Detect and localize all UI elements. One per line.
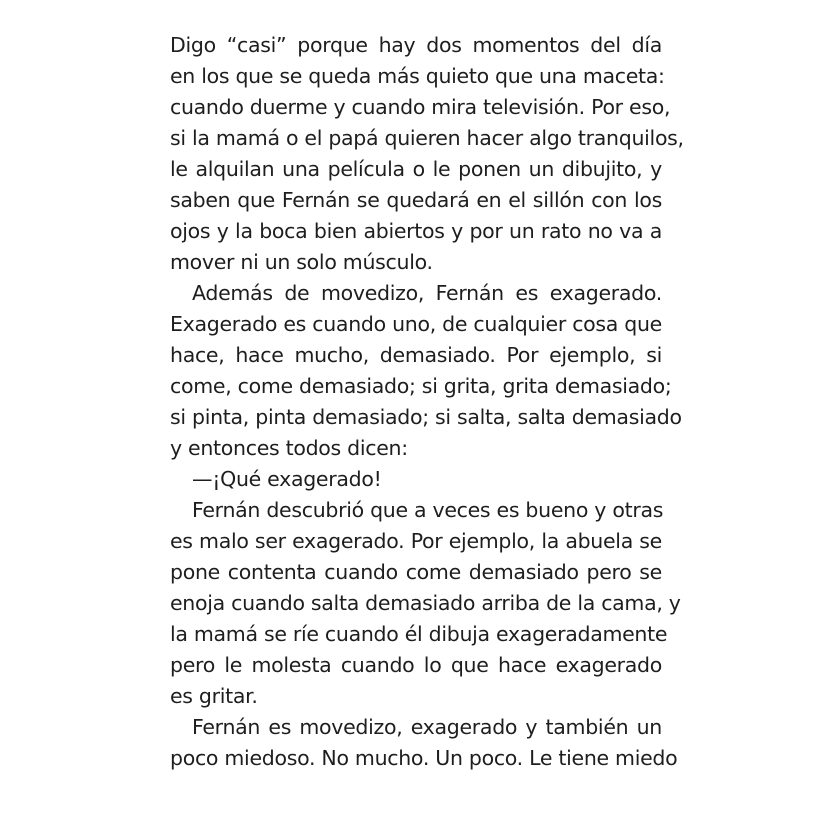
text-line: ojos y la boca bien abiertos y por un rato no va a	[170, 219, 662, 243]
body-text	[170, 30, 684, 774]
text-line: si pinta, pinta demasiado; si salta, salta demasiado	[170, 405, 682, 429]
text-line: Exagerado es cuando uno, de cualquier cosa que	[170, 312, 662, 336]
text-line: cuando duerme y cuando mira televisión. Por eso,	[170, 95, 671, 119]
text-line: le alquilan una película o le ponen un dibujito, y	[170, 157, 662, 181]
text-line: come, come demasiado; si grita, grita demasiado;	[170, 374, 672, 398]
text-line: Fernán descubrió que a veces es bueno y otras	[192, 498, 664, 522]
text-line: en los que se queda más quieto que una maceta:	[170, 64, 665, 88]
text-line: saben que Fernán se quedará en el sillón con los	[170, 188, 662, 212]
text-line: la mamá se ríe cuando él dibuja exageradamente	[170, 622, 668, 646]
text-line: Digo “casi” porque hay dos momentos del día	[170, 33, 662, 57]
text-line: hace, hace mucho, demasiado. Por ejemplo, si	[170, 343, 662, 367]
text-line: enoja cuando salta demasiado arriba de la cama, y	[170, 591, 681, 615]
dialogue-line: —¡Qué exagerado!	[192, 467, 382, 491]
text-line: si la mamá o el papá quieren hacer algo tranquilos,	[170, 126, 684, 150]
text-line: Además de movedizo, Fernán es exagerado.	[192, 281, 662, 305]
text-line: pero le molesta cuando lo que hace exagerado	[170, 653, 662, 677]
text-line: pone contenta cuando come demasiado pero se	[170, 560, 662, 584]
text-line: es gritar.	[170, 684, 258, 708]
text-line: es malo ser exagerado. Por ejemplo, la abuela se	[170, 529, 662, 553]
text-line: mover ni un solo músculo.	[170, 250, 433, 274]
text-line: y entonces todos dicen:	[170, 436, 408, 460]
text-line: Fernán es movedizo, exagerado y también un	[192, 715, 662, 739]
text-line: poco miedoso. No mucho. Un poco. Le tiene miedo	[170, 746, 678, 770]
